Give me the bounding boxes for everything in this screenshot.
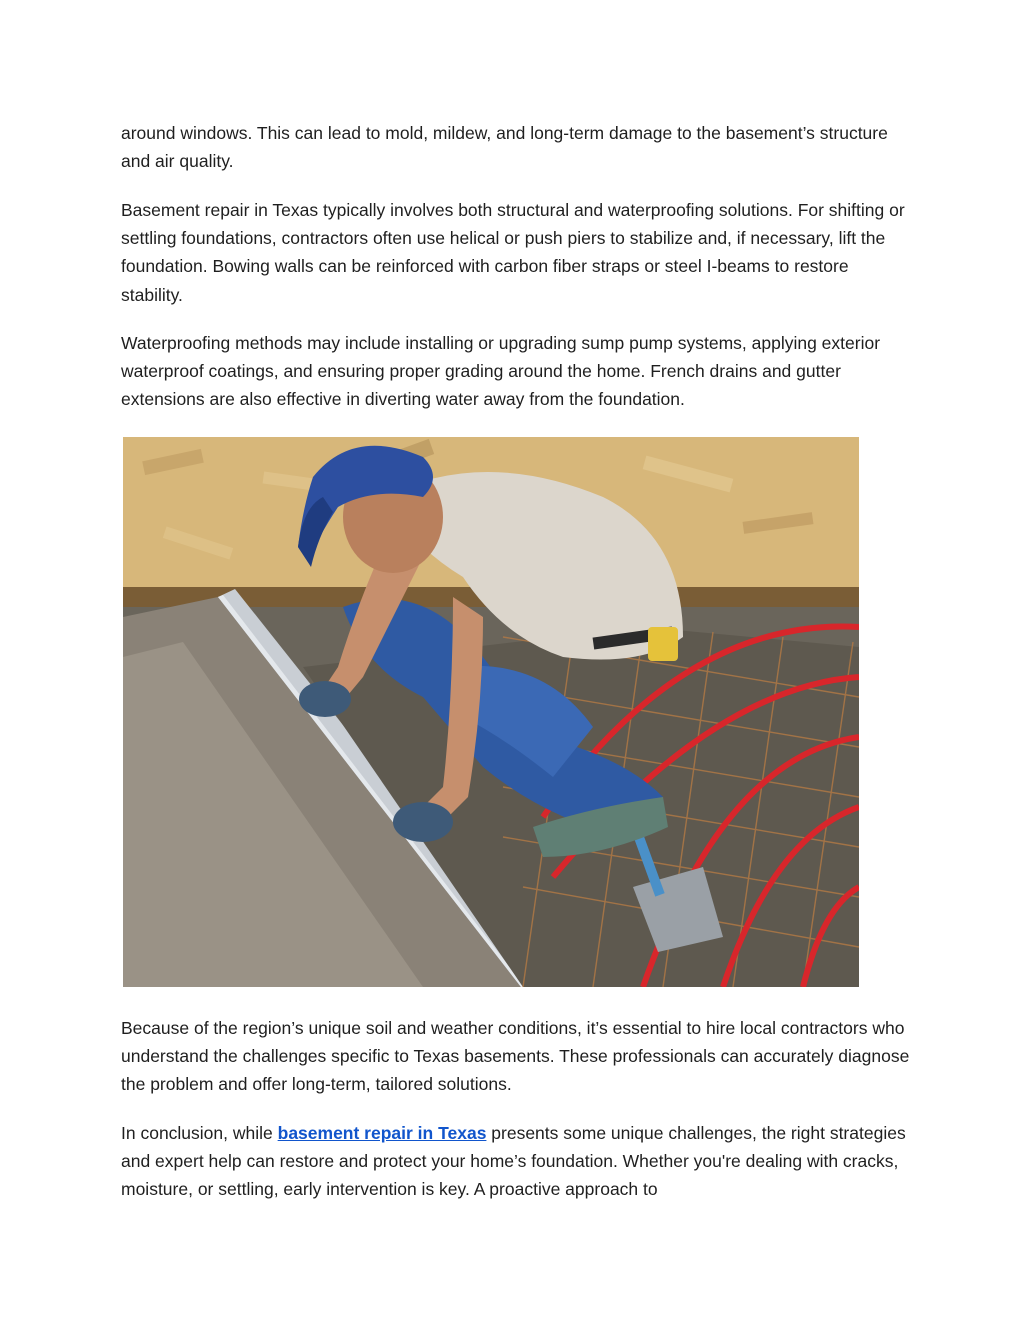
worker-leveling-concrete-photo	[123, 437, 859, 987]
basement-repair-texas-link[interactable]: basement repair in Texas	[277, 1123, 487, 1143]
paragraph-waterproofing: Waterproofing methods may include installing or upgrading sump pump systems, applying exterior waterproof coatings, and ensuring proper grading around the home. French drains and gutter extensions are also effective in diverting water away from the foundation.	[121, 333, 881, 410]
paragraph-mold-damage: around windows. This can lead to mold, mildew, and long-term damage to the basement’s structure and air quality.	[121, 123, 888, 172]
conclusion-text-after-link: presents some unique challenges, the right strategies and expert help can restore and protect your home’s foundation. Whether you're dealing with cracks, moisture, or settling, early intervention is key. A proactive approach to	[121, 1123, 906, 1200]
paragraph-local-contractors: Because of the region’s unique soil and weather conditions, it’s essential to hire local contractors who understand the challenges specific to Texas basements. These professionals can accurately diagnose the problem and offer long-term, tailored solutions.	[121, 1018, 910, 1095]
paragraph-conclusion	[121, 1119, 911, 1204]
conclusion-text-before-link: In conclusion, while	[121, 1123, 278, 1143]
paragraph-structural-repair: Basement repair in Texas typically involves both structural and waterproofing solutions. For shifting or settling foundations, contractors often use helical or push piers to stabilize and, if necessary, lift the foundation. Bowing walls can be reinforced with carbon fiber straps or steel I-beams to restore stability.	[121, 200, 905, 305]
